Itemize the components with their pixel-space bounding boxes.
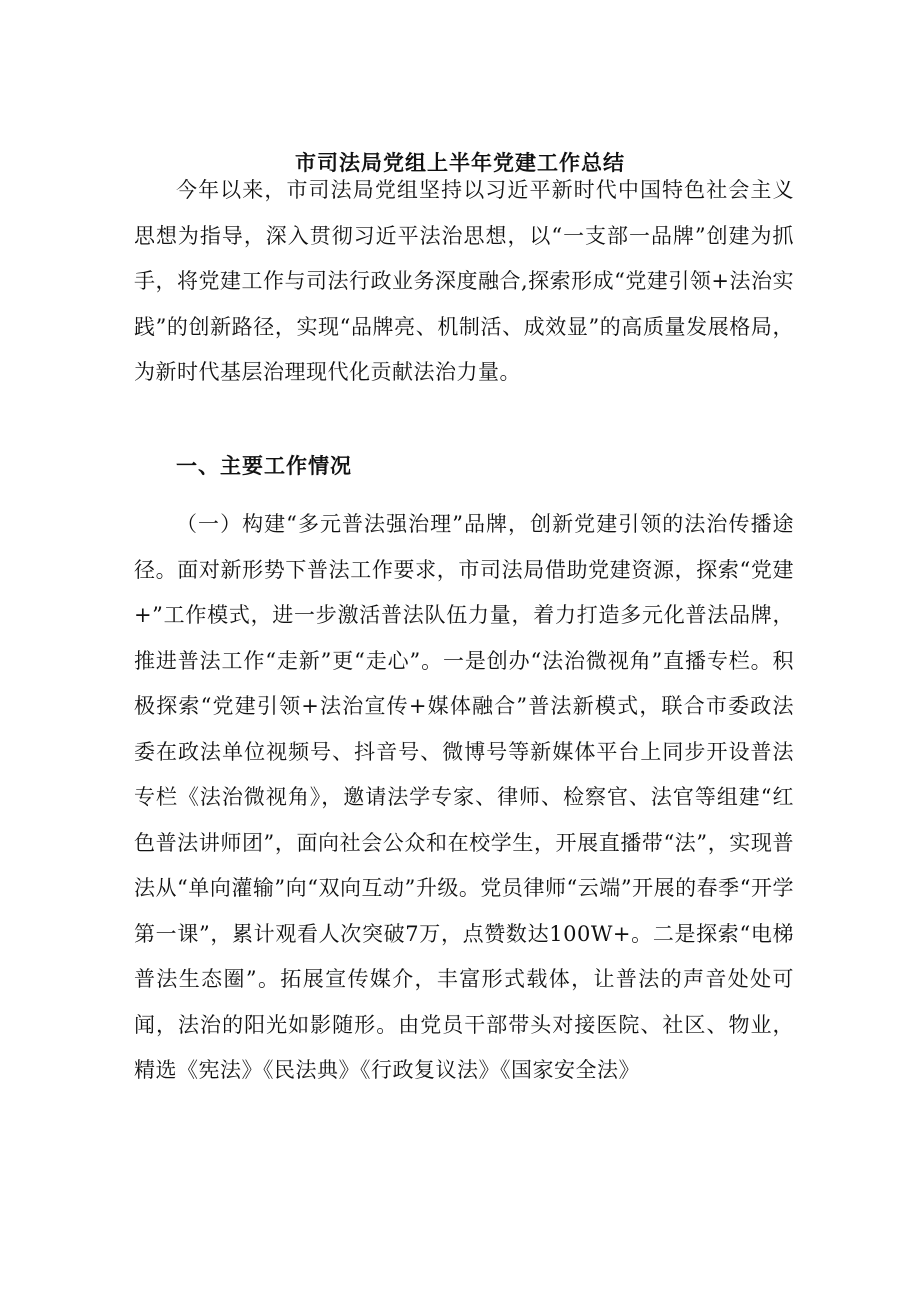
document-title: 市司法局党组上半年党建工作总结 [295, 150, 625, 175]
intro-paragraph: 今年以来，市司法局党组坚持以习近平新时代中国特色社会主义思想为指导，深入贯彻习近平法治思想，以“一支部一品牌”创建为抓手，将党建工作与司法行政业务深度融合,探索形成“党建引领+法治实践”的创新路径，实现“品牌亮、机制活、成效显”的高质量发展格局，为新时代基层治理现代化贡献法治力量。 [134, 178, 795, 384]
section-paragraph: （一）构建“多元普法强治理”品牌，创新党建引领的法治传播途径。面对新形势下普法工作要求，市司法局借助党建资源，探索“党建+”工作模式，进一步激活普法队伍力量，着力打造多元化普法品牌，推进普法工作“走新”更“走心”。一是创办“法治微视角”直播专栏。积极探索“党建引领+法治宣传+媒体融合”普法新模式，联合市委政法委在政法单位视频号、抖音号、微博号等新媒体平台上同步开设普法专栏《法治微视角》，邀请法学专家、律师、检察官、法官等组建“红色普法讲师团”，面向社会公众和在校学生，开展直播带“法”，实现普法从“单向灌输”向“双向互动”升级。党员律师“云端”开展的春季“开学第一课”，累计观看人次突破7万，点赞数达100W+。二是探索“电梯普法生态圈”。拓展宣传媒介，丰富形式载体，让普法的声音处处可闻，法治的阳光如影随形。由党员干部带头对接医院、社区、物业，精选《宪法》《民法典》《行政复议法》《国家安全法》 [134, 512, 794, 1082]
section-heading: 一、主要工作情况 [176, 453, 352, 478]
